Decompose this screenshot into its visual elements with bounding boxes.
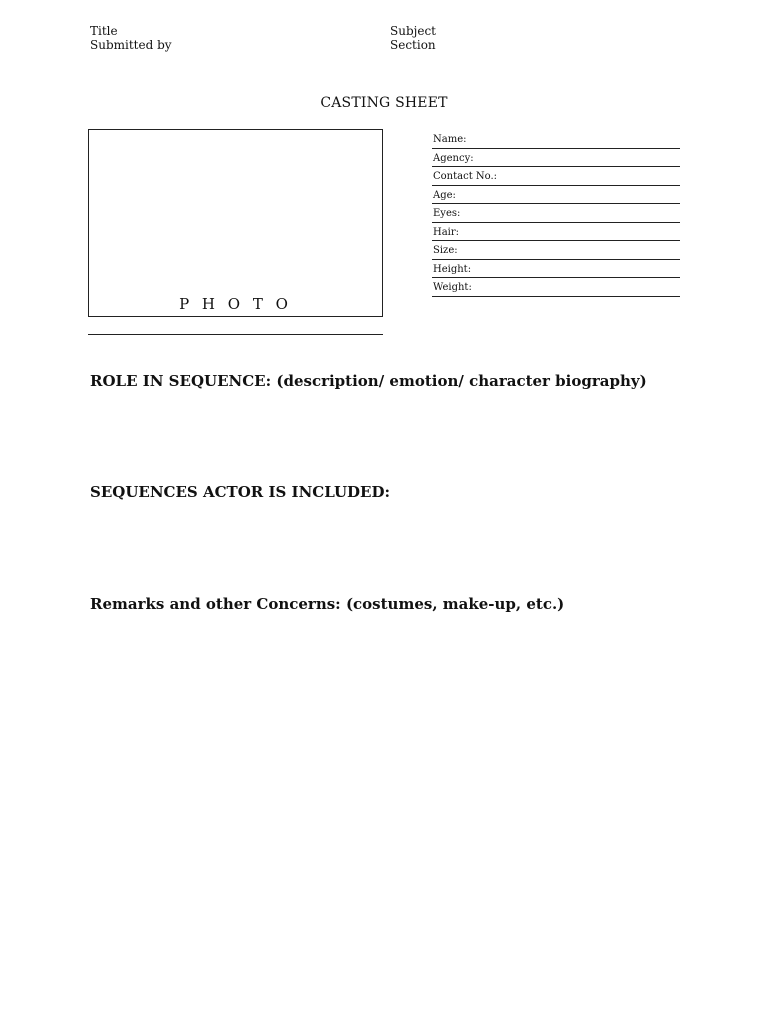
section-label: Section (390, 38, 436, 52)
role-in-sequence-heading: ROLE IN SEQUENCE: (description/ emotion/ character biography) (90, 372, 647, 390)
field-name: Name: (432, 130, 680, 149)
title-label: Title (90, 24, 118, 38)
field-agency: Agency: (432, 149, 680, 168)
subject-label: Subject (390, 24, 436, 38)
field-weight: Weight: (432, 278, 680, 297)
field-size: Size: (432, 241, 680, 260)
sheet-title: CASTING SHEET (320, 95, 448, 111)
photo-caption-line (88, 334, 383, 335)
photo-label: P H O T O (179, 295, 292, 313)
field-age: Age: (432, 186, 680, 205)
field-height: Height: (432, 260, 680, 279)
field-hair: Hair: (432, 223, 680, 242)
actor-details-fields (432, 130, 680, 297)
field-eyes: Eyes: (432, 204, 680, 223)
submitted-by-label: Submitted by (90, 38, 172, 52)
photo-placeholder-box (88, 129, 383, 317)
remarks-heading: Remarks and other Concerns: (costumes, make-up, etc.) (90, 595, 565, 613)
field-contact-no: Contact No.: (432, 167, 680, 186)
sequences-actor-included-heading: SEQUENCES ACTOR IS INCLUDED: (90, 483, 391, 501)
